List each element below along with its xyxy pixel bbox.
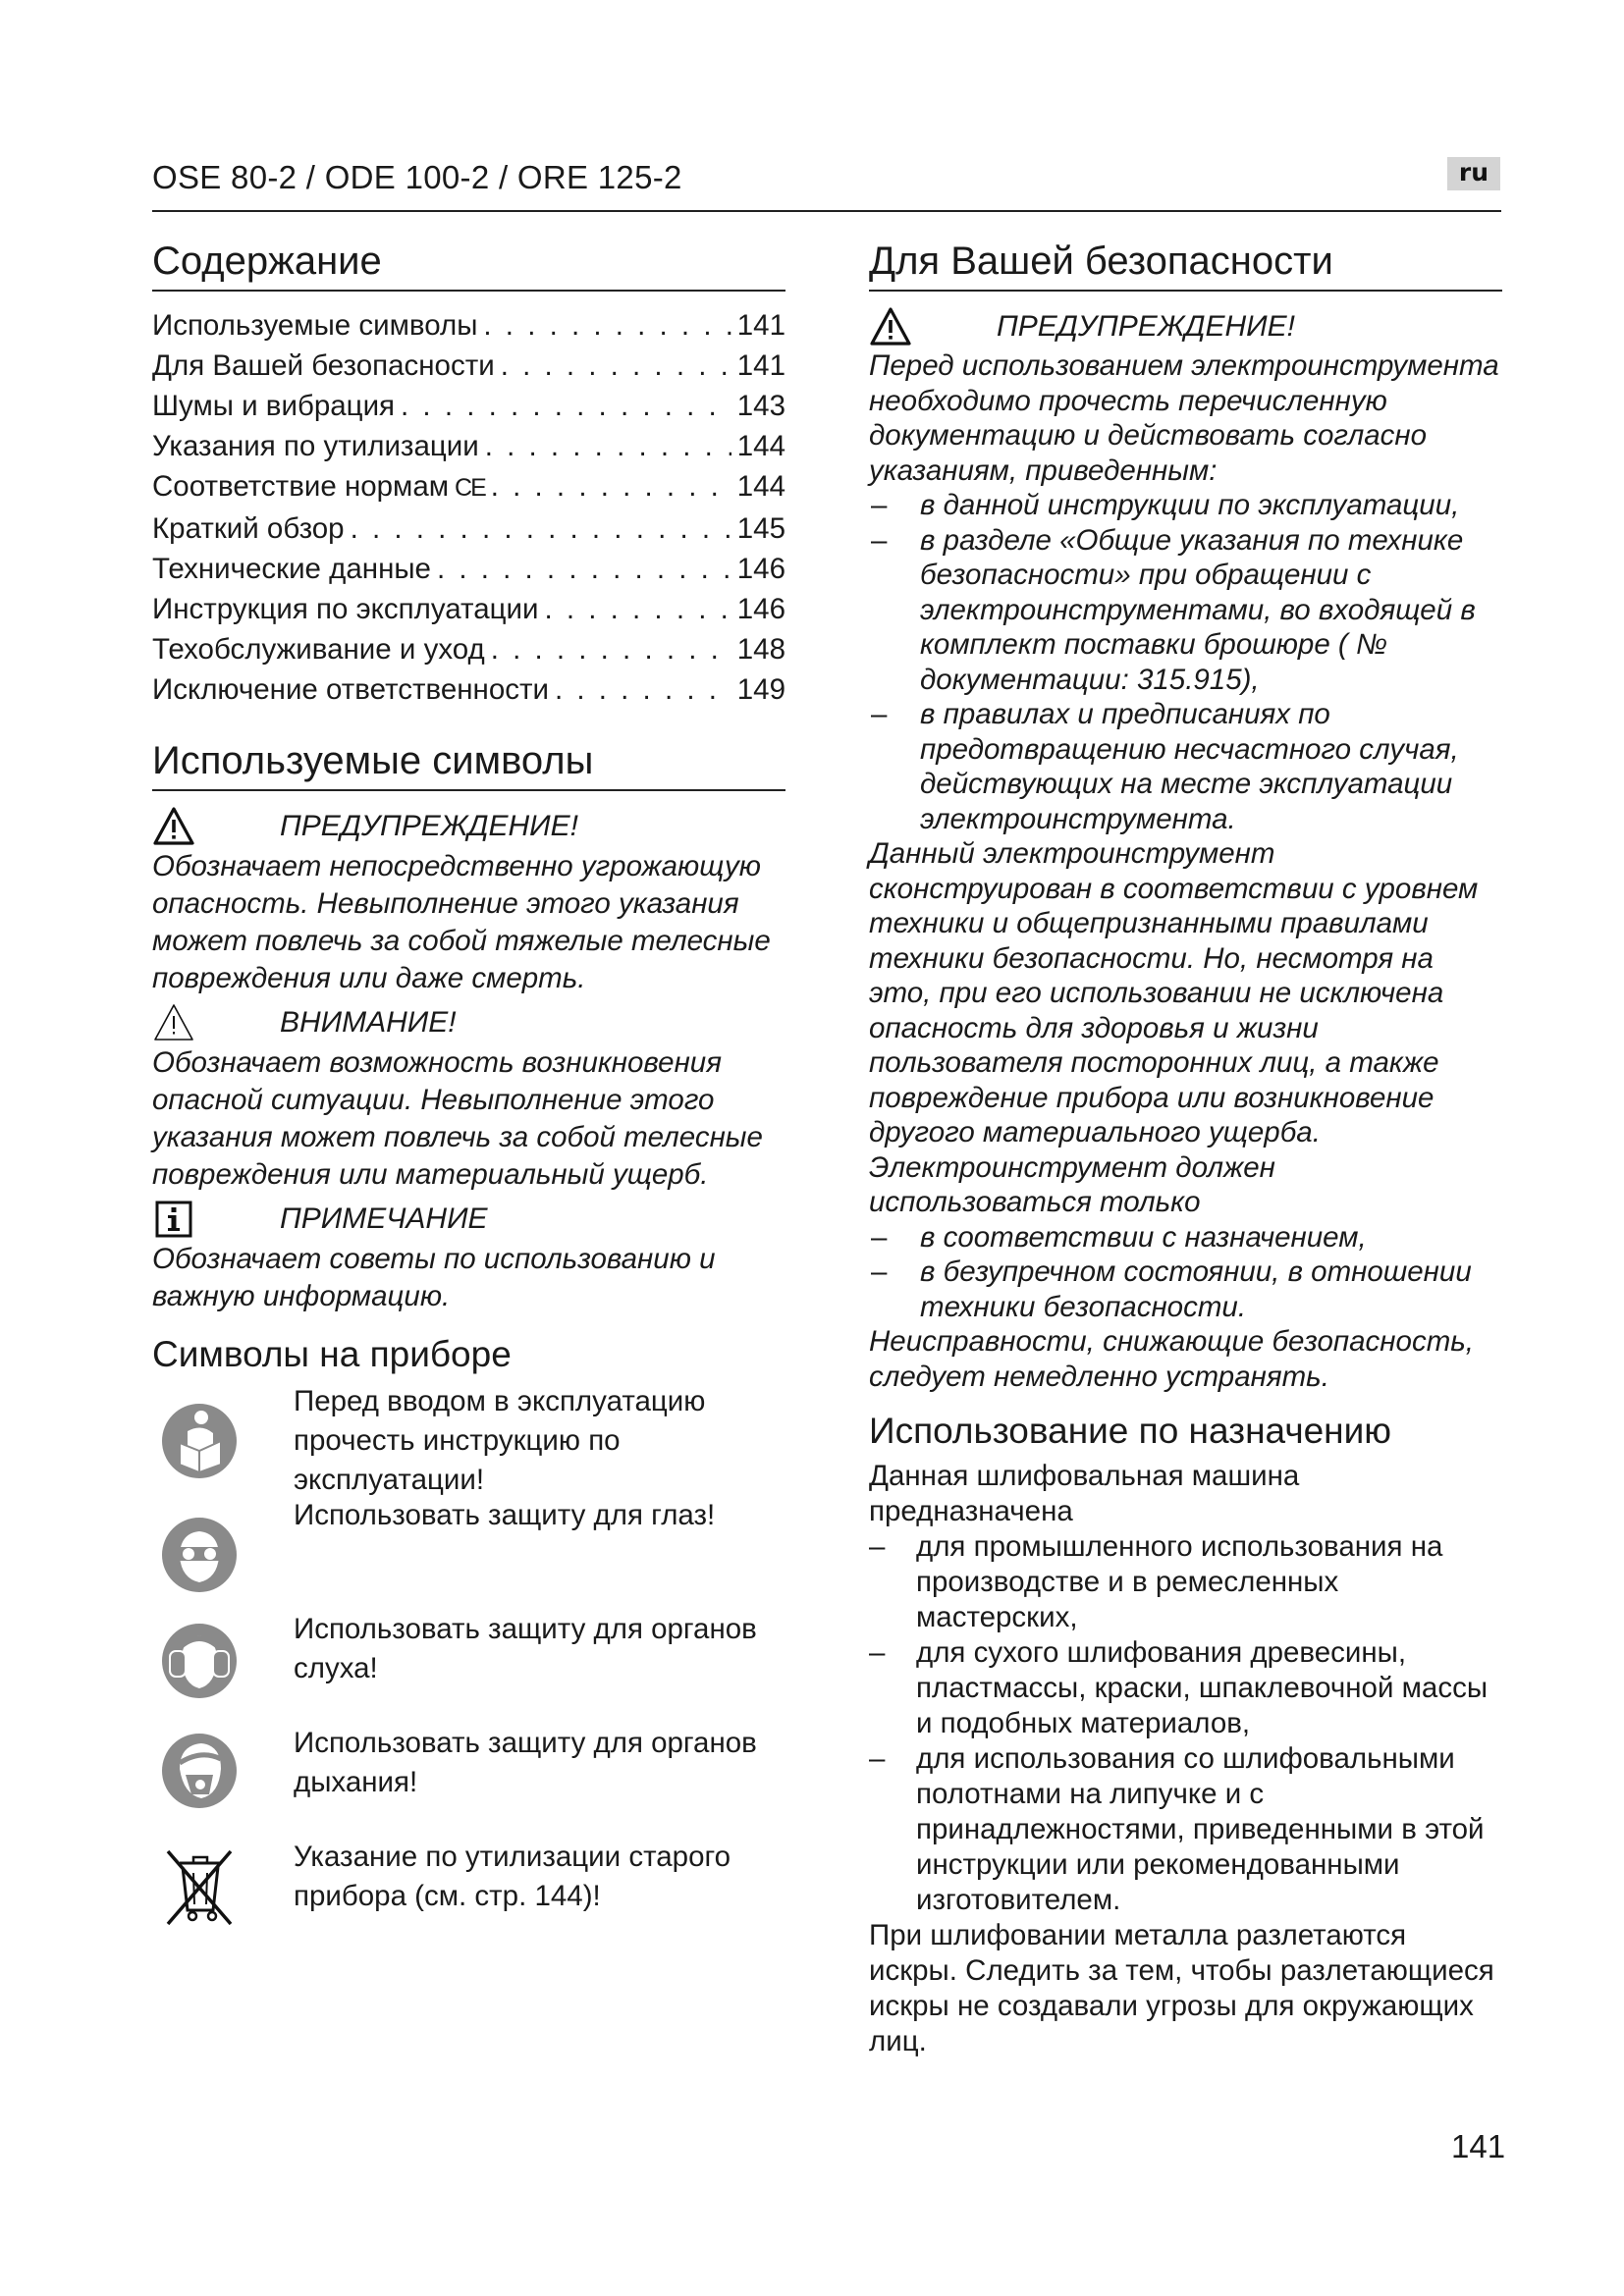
safety-paragraph: Неисправности, снижающие безопасность, следует немедленно устранять. [869,1325,1474,1393]
toc-item-page: 149 [736,673,785,706]
list-item: – в безупречном состоянии, в отношении техники безопасности. [869,1255,1502,1324]
safety-warning [869,305,1502,1394]
toc-item[interactable] [152,669,785,710]
toc-item[interactable] [152,466,785,508]
device-symbol-text: Использовать защиту для органов слуха! [294,1613,757,1684]
usage-intro: Данная шлифовальная машина предназначена [869,1460,1300,1527]
device-symbol-text: Использовать защиту для органов дыхания! [294,1727,757,1798]
usage-heading: Использование по назначению [869,1411,1392,1451]
safety-paragraph: Данный электроинструмент сконструирован в соответствии с уровнем техники и общепризнанными правилами техники безопасности. Но, несмотря на это, при его использовании не исключена опасность для здоровья и жизни пользователя посторонних лиц, а также повреждение прибора или возникновение другого материального ущерба. [869,837,1479,1148]
usage-list [869,1529,1502,1918]
toc-item[interactable] [152,549,785,589]
device-symbols-heading: Символы на приборе [152,1334,512,1374]
symbols-heading: Используемые символы [152,735,785,791]
info-icon [152,1198,195,1241]
toc-item-title: Указания по утилизации [152,430,479,462]
toc-item-title: Исключение ответственности [152,673,549,706]
language-badge: ru [1447,157,1500,190]
warning-triangle-icon [869,305,912,348]
device-symbol-row [152,1382,785,1496]
right-column [869,236,1502,2059]
ear-protection-icon [152,1614,246,1708]
toc-item-page: 141 [736,349,785,382]
caution-triangle-icon [152,1001,195,1044]
device-symbol-row [152,1610,785,1724]
warning-triangle-icon [152,805,195,848]
safety-heading: Для Вашей безопасности [869,236,1502,292]
list-item: – для использования со шлифовальными полотнами на липучке и с принадлежностями, приведенными в этой инструкции или рекомендованными изготовителем. [869,1741,1502,1918]
ce-mark-icon: CE [455,474,485,502]
list-item: – в соответствии с назначением, [869,1220,1502,1255]
device-symbol-text: Перед вводом в эксплуатацию прочесть инструкцию по эксплуатации! [294,1385,706,1496]
toc-item-title: Для Вашей безопасности [152,349,495,382]
table-of-contents [152,305,785,710]
toc-item-page: 146 [736,553,785,585]
device-symbol-text: Использовать защиту для глаз! [294,1499,716,1531]
toc-item[interactable] [152,426,785,466]
toc-item-title: Шумы и вибрация [152,390,396,422]
toc-item-page: 144 [736,470,785,503]
list-item: – в разделе «Общие указания по технике безопасности» при обращении с электроинструментами, во входящей в комплект поставки брошюре ( № документации: 315.915), [869,523,1502,698]
toc-item-title: Технические данные [152,553,431,585]
safety-intro: Перед использованием электроинструмента необходимо прочесть перечисленную документацию и действовать согласно указаниям, приведенным: [869,349,1499,487]
note-text: Обозначает советы по использованию и важную информацию. [152,1243,716,1312]
device-symbol-text: Указание по утилизации старого прибора (см. стр. 144)! [294,1841,731,1912]
toc-item-title: Техобслуживание и уход [152,633,485,666]
list-item: – для промышленного использования на производстве и в ремесленных мастерских, [869,1529,1502,1635]
safety-paragraph: Электроинструмент должен использоваться только [869,1150,1275,1218]
toc-item-page: 148 [736,633,785,666]
toc-item-page: 145 [736,512,785,545]
toc-item-page: 143 [736,390,785,422]
respiratory-protection-icon [152,1724,246,1818]
toc-item-title: Используемые символы [152,309,478,342]
toc-item-title: Инструкция по эксплуатации [152,593,539,625]
safety-document-list [869,488,1502,836]
safety-warning-label: ПРЕДУПРЕЖДЕНИЕ! [997,310,1295,343]
toc-item-title: Соответствие нормам [152,470,450,503]
safety-conditions-list [869,1220,1502,1325]
note-label: ПРИМЕЧАНИЕ [280,1202,488,1235]
toc-heading: Содержание [152,236,785,292]
toc-item[interactable] [152,589,785,629]
header-divider [152,210,1501,212]
warning-notice [152,805,785,997]
page-number: 141 [1451,2128,1506,2164]
toc-item-page: 141 [736,309,785,342]
caution-text: Обозначает возможность возникновения опасной ситуации. Невыполнение этого указания может повлечь за собой телесные повреждения или материальный ущерб. [152,1046,763,1191]
device-symbol-row [152,1496,785,1610]
left-column [152,236,785,1951]
warning-label: ПРЕДУПРЕЖДЕНИЕ! [280,810,578,842]
toc-item-page: 144 [736,430,785,462]
caution-notice [152,1001,785,1194]
list-item: – в правилах и предписаниях по предотвращению несчастного случая, действующих на месте эксплуатации электроинструмента. [869,697,1502,836]
toc-item[interactable] [152,386,785,426]
read-manual-icon [152,1394,246,1488]
caution-label: ВНИМАНИЕ! [280,1006,457,1039]
toc-item[interactable] [152,305,785,346]
list-item: – в данной инструкции по эксплуатации, [869,488,1502,523]
list-item: – для сухого шлифования древесины, пластмассы, краски, шпаклевочной массы и подобных материалов, [869,1635,1502,1741]
usage-closing: При шлифовании металла разлетаются искры. Следить за тем, чтобы разлетающиеся искры не создавали угрозы для окружающих лиц. [869,1919,1494,2057]
note-notice [152,1198,785,1315]
document-header-title: OSE 80-2 / ODE 100-2 / ORE 125-2 [152,159,682,195]
toc-item[interactable] [152,508,785,549]
toc-item-page: 146 [736,593,785,625]
device-symbol-row [152,1724,785,1838]
eye-protection-icon [152,1508,246,1602]
toc-item-title: Краткий обзор [152,512,345,545]
crossed-bin-icon [152,1838,246,1932]
warning-text: Обозначает непосредственно угрожающую опасность. Невыполнение этого указания может повлечь за собой тяжелые телесные повреждения или даже смерть. [152,850,771,994]
device-symbol-row [152,1838,785,1951]
toc-item[interactable] [152,346,785,386]
toc-item[interactable] [152,629,785,669]
